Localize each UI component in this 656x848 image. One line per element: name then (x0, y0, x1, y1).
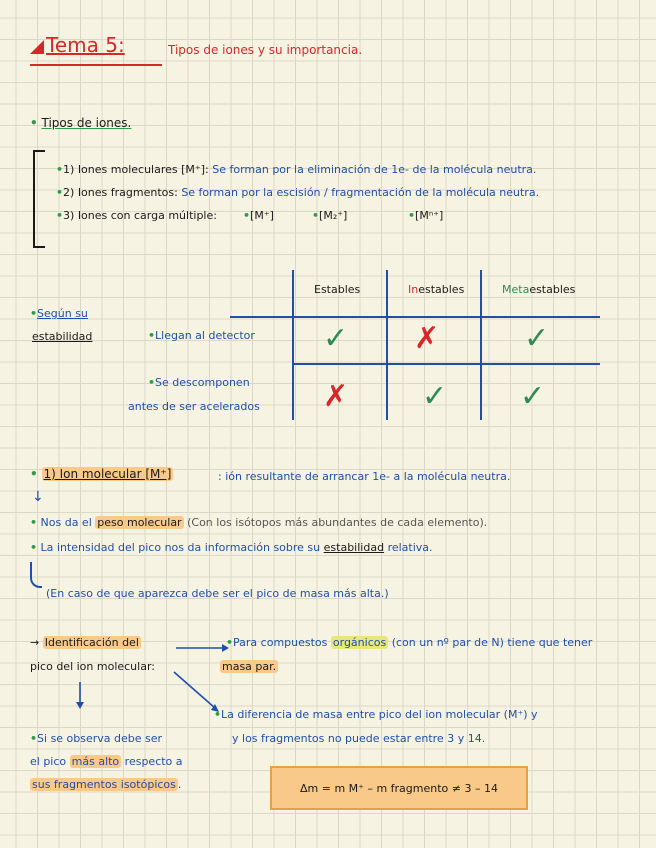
ion-form-3: •[Mⁿ⁺] (408, 209, 444, 222)
column-header-estables: Estables (314, 283, 361, 296)
row-label-llegan: •Llegan al detector (148, 329, 255, 342)
bullet-intensidad: • La intensidad del pico nos da información sobre su estabilidad relativa. (30, 541, 433, 554)
formula-text: Δm = m M⁺ – m fragmento ≠ 3 – 14 (300, 781, 498, 795)
row-label-descomponen-2: antes de ser acelerados (128, 400, 260, 413)
point-diferencia-masa: •La diferencia de masa entre pico del ion molecular (M⁺) y (214, 708, 538, 721)
mark-r0-metaestables-check-icon: ✓ (524, 321, 550, 356)
point-organicos: •Para compuestos orgánicos (con un nº par de N) tiene que tener (226, 636, 593, 649)
list-item-ion-fragmento: •2) Iones fragmentos: Se forman por la escisión / fragmentación de la molécula neutra. (56, 186, 540, 199)
mark-r1-metaestables-check-icon: ✓ (520, 379, 546, 414)
point-masa-par: masa par. (222, 660, 277, 673)
ion-molecular-definition: : ión resultante de arrancar 1e- a la molécula neutra. (218, 470, 511, 483)
mark-r1-estables-cross-icon: ✗ (323, 379, 349, 414)
bullet-peso-molecular: • Nos da el peso molecular (Con los isótopos más abundantes de cada elemento). (30, 516, 488, 529)
mark-r1-inestables-check-icon: ✓ (422, 379, 448, 414)
note-pico-masa: (En caso de que aparezca debe ser el pico de masa más alta.) (46, 587, 389, 600)
section-heading-tipos: • Tipos de iones. (30, 116, 132, 130)
arrow-down-icon: ↓ (32, 489, 44, 505)
row-group-label: •Según su (30, 307, 88, 320)
section-heading-ion-molecular: • 1) Ion molecular [M⁺] (30, 467, 172, 481)
left-note-1: •Si se observa debe ser (30, 732, 163, 745)
column-header-metaestables: Metaestables (502, 283, 576, 296)
topic-label: Tema 5: (46, 33, 125, 57)
list-item-carga-multiple: •3) Iones con carga múltiple: (56, 209, 217, 222)
mark-r0-estables-check-icon: ✓ (323, 321, 349, 356)
list-item-ion-molecular: •1) Iones moleculares [M⁺]: Se forman por la eliminación de 1e- de la molécula neutra. (56, 163, 537, 176)
formula-box (270, 766, 528, 810)
page-title: Tipos de iones y su importancia. (168, 43, 363, 57)
identificacion-heading-2: pico del ion molecular: (30, 660, 155, 673)
point-diferencia-masa-2: y los fragmentos no puede estar entre 3 y 14. (232, 732, 486, 745)
ion-form-2: •[M₂⁺] (312, 209, 348, 222)
column-header-inestables: Inestables (408, 283, 465, 296)
row-group-label-2: estabilidad (32, 330, 93, 343)
left-note-2: el pico más alto respecto a (30, 755, 183, 768)
ion-form-1: •[M⁺] (243, 209, 274, 222)
mark-r0-inestables-cross-icon: ✗ (414, 321, 440, 356)
left-note-3: sus fragmentos isotópicos . (32, 778, 182, 791)
identificacion-heading: → Identificación del (30, 636, 139, 649)
row-label-descomponen: •Se descomponen (148, 376, 250, 389)
